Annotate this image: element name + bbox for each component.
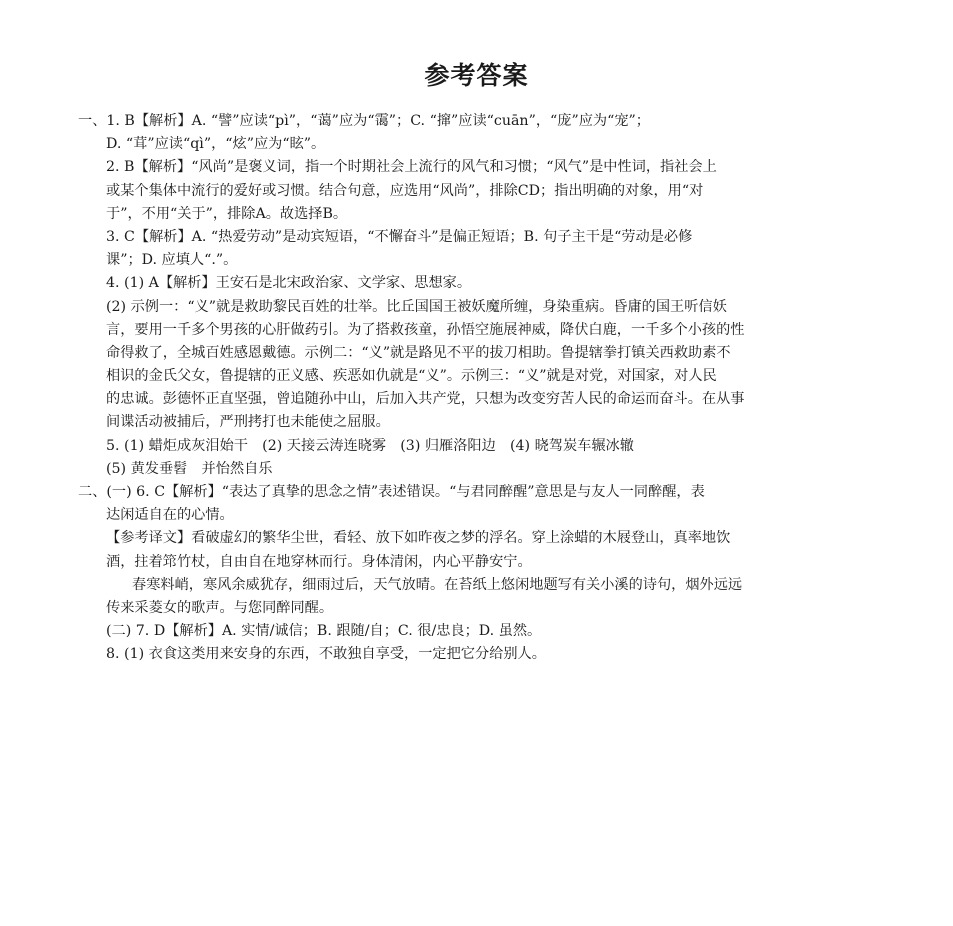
answer-line: D. “茸”应读“qì”，“炫”应为“眩”。 bbox=[106, 136, 326, 153]
answer-line: 酒，拄着筇竹杖，自由自在地穿林而行。身体清闲，内心平静安宁。 bbox=[106, 553, 532, 570]
answer-content bbox=[78, 110, 788, 667]
answer-line: 8. (1) 衣食这类用来安身的东西，不敢独自享受，一定把它分给别人。 bbox=[106, 646, 546, 663]
answer-line: 间谍活动被捕后，严刑拷打也未能使之屈服。 bbox=[106, 414, 390, 431]
answer-line: 命得救了，全城百姓感恩戴德。示例二：“义”就是路见不平的拔刀相助。鲁提辖拳打镇关西救助素不 bbox=[106, 344, 731, 361]
answer-line: 3. C【解析】A. “热爱劳动”是动宾短语，“不懈奋斗”是偏正短语；B. 句子主干是“劳动是必修 bbox=[106, 228, 693, 245]
answer-line: 达闲适自在的心情。 bbox=[106, 507, 234, 524]
answer-line: (二) 7. D【解析】A. 实情/诚信；B. 跟随/自；C. 很/忠良；D. 虽然。 bbox=[106, 623, 542, 640]
answer-line: 的忠诚。彭德怀正直坚强，曾追随孙中山，后加入共产党，只想为改变穷苦人民的命运而奋斗。在从事 bbox=[106, 391, 745, 408]
answer-line: 相识的金氏父女，鲁提辖的正义感、疾恶如仇就是“义”。示例三：“义”就是对党，对国家，对人民 bbox=[106, 368, 717, 385]
answer-line: (5) 黄发垂髫 并怡然自乐 bbox=[106, 460, 273, 477]
answer-line: 于”，不用“关于”，排除A。故选择B。 bbox=[106, 205, 348, 222]
answer-line: 课”；D. 应填人“.”。 bbox=[106, 252, 238, 269]
page-title: 参考答案 bbox=[424, 61, 529, 90]
answer-line: 【参考译文】看破虚幻的繁华尘世，看轻、放下如昨夜之梦的浮名。穿上涂蜡的木屐登山，真率地饮 bbox=[106, 530, 731, 547]
answer-line: 5. (1) 蜡炬成灰泪始干 (2) 天接云涛连晓雾 (3) 归雁洛阳边 (4) 晓驾炭车辗冰辙 bbox=[106, 437, 634, 454]
answer-line: 2. B【解析】“风尚”是褒义词，指一个时期社会上流行的风气和习惯；“风气”是中性词，指社会上 bbox=[106, 159, 717, 176]
answer-line: 二、(一) 6. C【解析】“表达了真挚的思念之情”表述错误。“与君同醉醒”意思是与友人一同醉醒，表 bbox=[78, 484, 705, 500]
answer-line: (2) 示例一：“义”就是救助黎民百姓的壮举。比丘国国王被妖魔所缠，身染重病。昏庸的国王听信妖 bbox=[106, 298, 727, 315]
answer-line: 春寒料峭，寒风余威犹存，细雨过后，天气放晴。在苔纸上悠闲地题写有关小溪的诗句，烟外远远 bbox=[132, 576, 743, 593]
answer-line: 一、1. B【解析】A. “譬”应读“pì”，“蔼”应为“霭”；C. “撺”应读“cuān”，“庞”应为“宠”； bbox=[78, 113, 650, 129]
answer-line: 或某个集体中流行的爱好或习惯。结合句意，应选用“风尚”，排除CD；指出明确的对象，用“对 bbox=[106, 182, 704, 199]
answer-line: 传来采菱女的歌声。与您同醉同醒。 bbox=[106, 599, 334, 616]
answer-line: 4. (1) A【解析】王安石是北宋政治家、文学家、思想家。 bbox=[106, 275, 472, 292]
answer-line: 言，要用一千多个男孩的心肝做药引。为了搭救孩童，孙悟空施展神威，降伏白鹿，一千多个小孩的性 bbox=[106, 321, 745, 338]
